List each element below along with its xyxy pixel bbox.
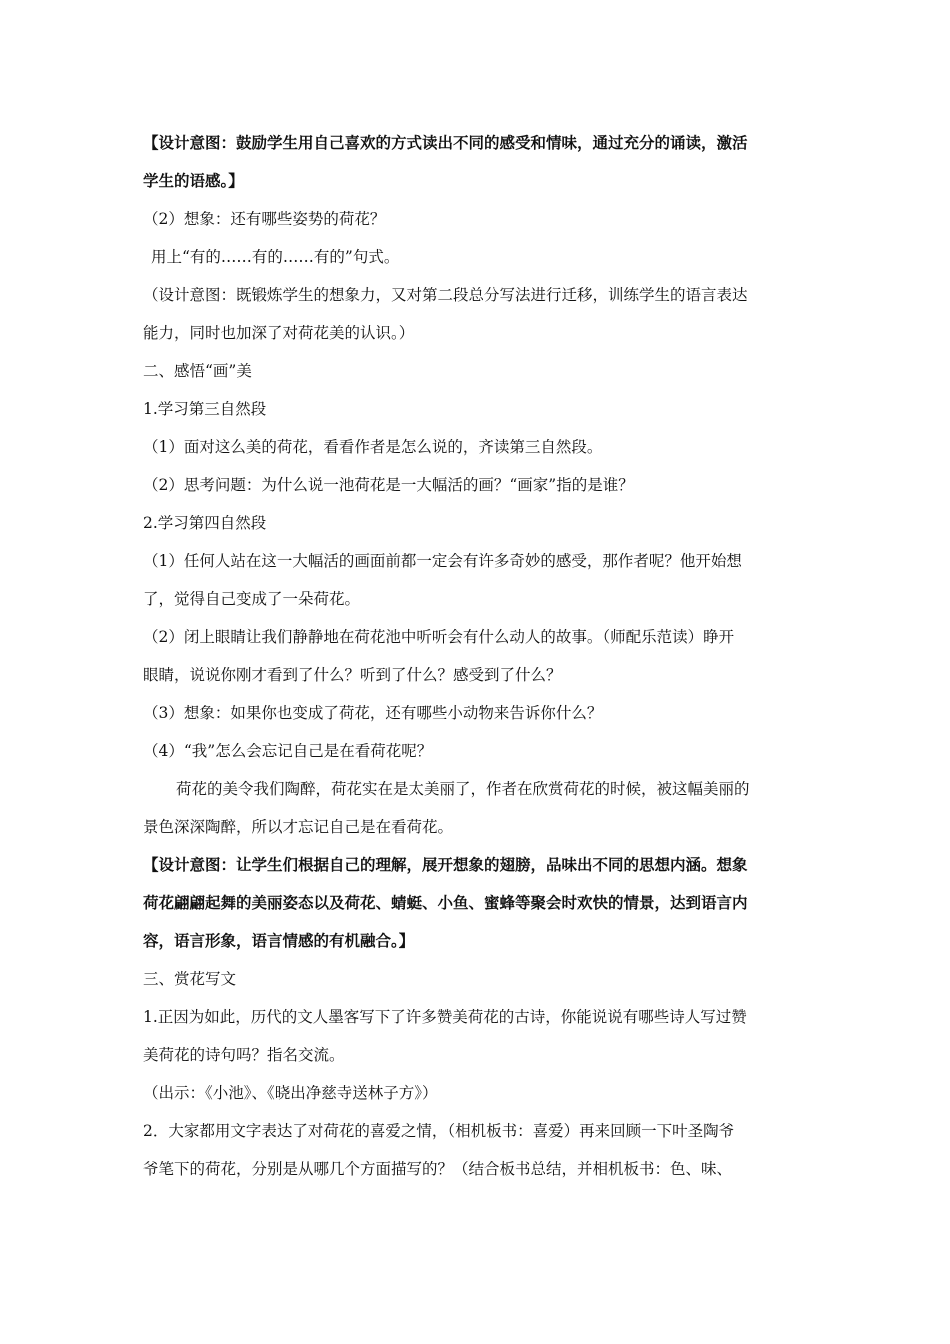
text-line: （2）想象：还有哪些姿势的荷花？ — [143, 210, 386, 228]
text-line: 景色深深陶醉，所以才忘记自己是在看荷花。 — [143, 818, 454, 836]
text-line: 1.正因为如此，历代的文人墨客写下了许多赞美荷花的古诗，你能说说有哪些诗人写过赞 — [143, 1008, 747, 1026]
text-line: 容，语言形象，语言情感的有机融合。】 — [143, 931, 415, 950]
text-line: （4）“我”怎么会忘记自己是在看荷花呢？ — [143, 742, 433, 760]
text-line: 爷笔下的荷花，分别是从哪几个方面描写的？（结合板书总结，并相机板书：色、味、 — [143, 1160, 733, 1178]
text-line: 荷花的美令我们陶醉，荷花实在是太美丽了，作者在欣赏荷花的时候，被这幅美丽的 — [176, 780, 750, 798]
text-line: 用上“有的……有的……有的”句式。 — [151, 248, 400, 266]
text-line: 【设计意图：鼓励学生用自己喜欢的方式读出不同的感受和情味，通过充分的诵读，激活 — [143, 133, 748, 152]
text-line: （2）闭上眼睛让我们静静地在荷花池中听听会有什么动人的故事。（师配乐范读）睁开 — [143, 628, 735, 646]
text-line: 三、赏花写文 — [143, 970, 237, 988]
text-line: 学生的语感。】 — [143, 171, 244, 190]
text-line: （出示：《小池》、《晓出净慈寺送林子方》） — [143, 1084, 438, 1102]
text-line: （1）面对这么美的荷花，看看作者是怎么说的，齐读第三自然段。 — [143, 438, 603, 456]
text-line: 眼睛，说说你刚才看到了什么？听到了什么？感受到了什么？ — [143, 666, 562, 684]
text-line: 1.学习第三自然段 — [143, 400, 267, 418]
text-line: 了，觉得自己变成了一朵荷花。 — [143, 590, 361, 608]
text-line: 2.学习第四自然段 — [143, 514, 267, 532]
text-line: 荷花翩翩起舞的美丽姿态以及荷花、蜻蜓、小鱼、蜜蜂等聚会时欢快的情景，达到语言内 — [143, 893, 748, 912]
text-line: （1）任何人站在这一大幅活的画面前都一定会有许多奇妙的感受，那作者呢？他开始想 — [143, 552, 742, 570]
text-line: 美荷花的诗句吗？指名交流。 — [143, 1046, 345, 1064]
text-line: 能力，同时也加深了对荷花美的认识。） — [143, 324, 415, 342]
text-line: 二、感悟“画”美 — [143, 362, 252, 380]
text-line: 【设计意图：让学生们根据自己的理解，展开想象的翅膀，品味出不同的思想内涵。想象 — [143, 855, 748, 874]
text-line: （3）想象：如果你也变成了荷花，还有哪些小动物来告诉你什么？ — [143, 704, 603, 722]
text-line: （2）思考问题：为什么说一池荷花是一大幅活的画？“画家”指的是谁？ — [143, 476, 634, 494]
text-line: 2．大家都用文字表达了对荷花的喜爱之情，（相机板书：喜爱）再来回顾一下叶圣陶爷 — [143, 1122, 735, 1140]
document-body — [143, 124, 803, 1188]
text-line: （设计意图：既锻炼学生的想象力，又对第二段总分写法进行迁移，训练学生的语言表达 — [143, 286, 748, 304]
